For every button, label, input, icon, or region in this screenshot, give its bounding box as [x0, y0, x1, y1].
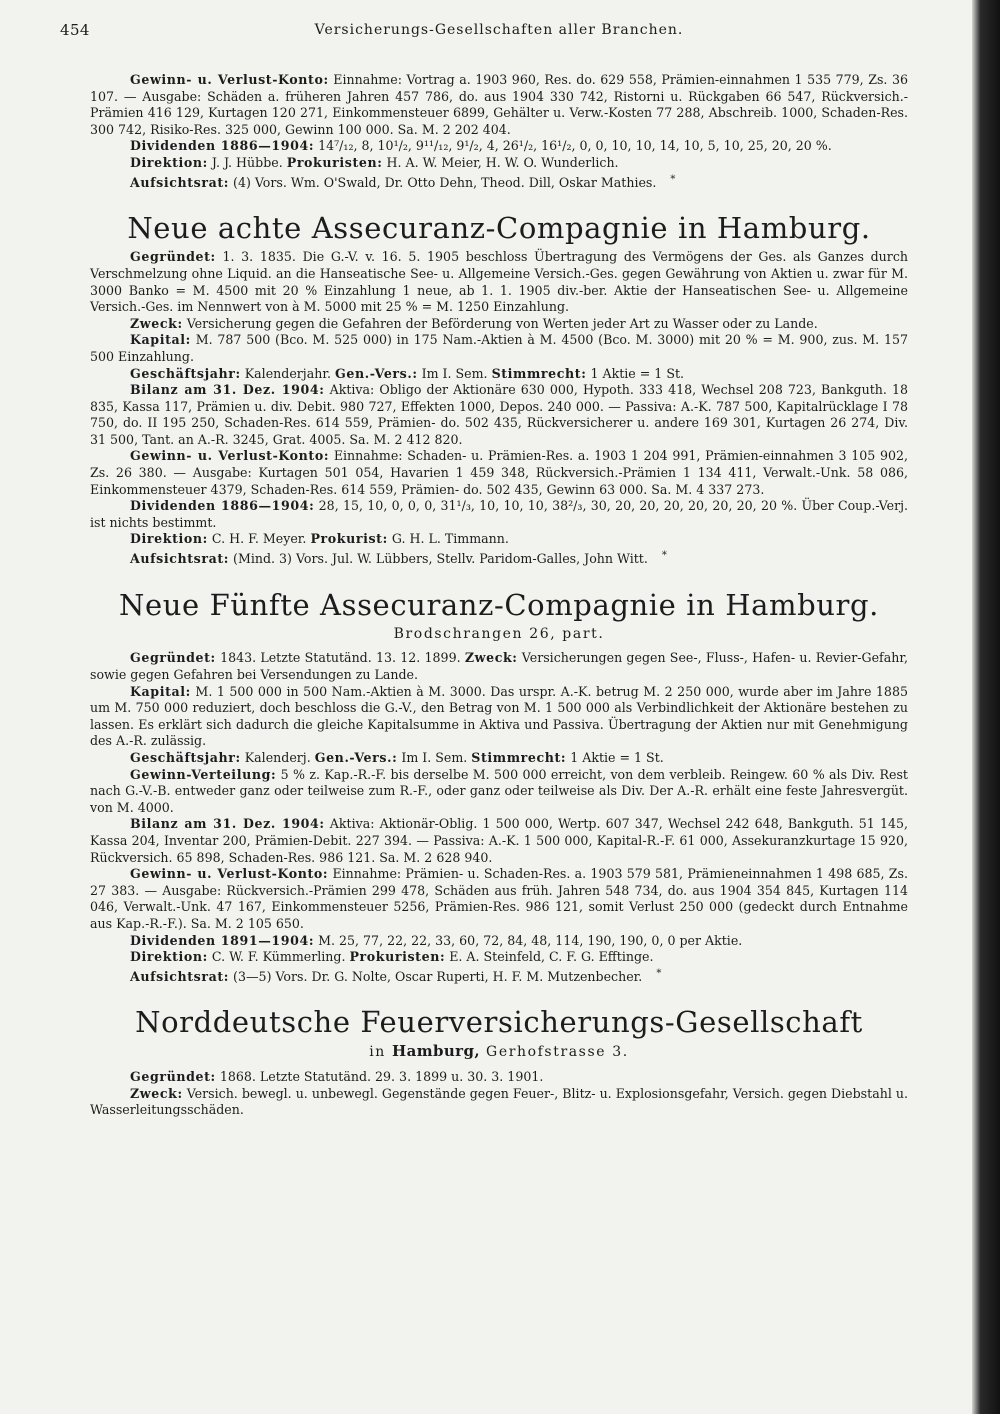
- field-label: Prokuristen:: [349, 949, 446, 965]
- profit-loss-account: [90, 72, 908, 138]
- balance-sheet: [90, 382, 908, 448]
- field-text: M. 25, 77, 22, 22, 33, 60, 72, 84, 48, 114, 190, 190, 0, 0 per Aktie.: [318, 932, 743, 948]
- field-label: Stimmrecht:: [471, 749, 567, 765]
- field-label: Kapital:: [130, 332, 191, 348]
- field-text: Kalenderj.: [244, 749, 311, 765]
- field-text: Aktiva: Aktionär-Oblig. 1 500 000, Wertp. 607 347, Wechsel 242 648, Bankguth. 51 145, Kassa 204, Inventar 200, Prämien-Debit. 227 394. — Passiva: A.-K. 1 500 000, Kapital-R.-F. 61 000, Assekuranzkurtage 15 920, Rückversich. 65 898, Schaden-Res. 986 121. Sa. M. 2 628 940.: [90, 816, 908, 865]
- running-head: [60, 21, 908, 44]
- supervisory-board: [90, 548, 908, 568]
- profit-distribution: [90, 767, 908, 817]
- field-text: M. 787 500 (Bco. M. 525 000) in 175 Nam.-Aktien à M. 4500 (Bco. M. 3000) mit 20 % = M. 900, zus. M. 157 500 Einzahlung.: [90, 332, 908, 364]
- field-label: Prokuristen:: [286, 154, 383, 170]
- field-label: Gen.-Vers.:: [314, 749, 398, 765]
- page-number: 454: [60, 21, 90, 39]
- field-text: Versicherungen gegen See-, Fluss-, Hafen- u. Revier-Gefahr, sowie gegen Gefahren bei Versendungen zu Lande.: [90, 650, 908, 682]
- field-text: 1 Aktie = 1 St.: [590, 365, 685, 381]
- city: Hamburg,: [392, 1042, 480, 1061]
- field-text: Im I. Sem.: [401, 749, 468, 765]
- city-prefix: in: [369, 1044, 386, 1061]
- field-text: C. H. F. Meyer.: [211, 531, 307, 547]
- footnote-star: *: [661, 550, 667, 562]
- company-address: Gerhofstrasse 3.: [486, 1044, 629, 1061]
- purpose: [90, 1086, 908, 1119]
- field-label: Direktion:: [130, 949, 208, 965]
- field-text: Versicherung gegen die Gefahren der Beförderung von Werten jeder Art zu Wasser oder zu Lande.: [186, 315, 818, 331]
- field-text: 28, 15, 10, 0, 0, 0, 31¹/₃, 10, 10, 10, 38²/₃, 30, 20, 20, 20, 20, 20, 20, 20 %. Über Coup.-Verj. ist nichts bestimmt.: [90, 498, 908, 530]
- field-text: 14⁷/₁₂, 8, 10¹/₂, 9¹¹/₁₂, 9¹/₂, 4, 26¹/₂, 16¹/₂, 0, 0, 10, 10, 14, 10, 5, 10, 25, 20, 20 %.: [318, 138, 832, 154]
- field-label: Gewinn-Verteilung:: [130, 766, 277, 782]
- field-label: Direktion:: [130, 531, 208, 547]
- dividends: [90, 933, 908, 950]
- field-text: 1868. Letzte Statutänd. 29. 3. 1899 u. 30. 3. 1901.: [219, 1069, 544, 1085]
- field-text: 5 % z. Kap.-R.-F. bis derselbe M. 500 000 erreicht, von dem verbleib. Reingew. 60 % als Div. Rest nach G.-V.-B. entweder ganz oder teilweise zum R.-F., oder ganz oder teilweise als Div. Der A.-R. erhält eine feste Jahresvergüt. von M. 4000.: [90, 766, 908, 815]
- field-label: Aufsichtsrat:: [130, 174, 230, 190]
- field-text: (4) Vors. Wm. O'Swald, Dr. Otto Dehn, Theod. Dill, Oskar Mathies.: [233, 174, 657, 190]
- dividends: [90, 498, 908, 531]
- fiscal-year: [90, 750, 908, 767]
- purpose: [90, 316, 908, 333]
- field-text: C. W. F. Kümmerling.: [211, 949, 346, 965]
- field-label: Aufsichtsrat:: [130, 968, 230, 984]
- field-label: Gewinn- u. Verlust-Konto:: [130, 72, 329, 87]
- company-title: Neue Fünfte Assecuranz-Compagnie in Hamburg.: [119, 587, 879, 622]
- field-label: Gegründet:: [130, 249, 216, 265]
- footnote-star: *: [656, 967, 662, 979]
- field-label: Gegründet:: [130, 650, 216, 666]
- profit-loss-account: [90, 448, 908, 498]
- founded: [90, 1069, 908, 1086]
- field-text: E. A. Steinfeld, C. F. G. Efftinge.: [449, 949, 654, 965]
- entry-continuation: [90, 72, 908, 191]
- field-text: Im I. Sem.: [421, 365, 488, 381]
- field-text: H. A. W. Meier, H. W. O. Wunderlich.: [386, 154, 619, 170]
- field-text: 1. 3. 1835. Die G.-V. v. 16. 5. 1905 beschloss Übertragung des Vermögens der Ges. als Ganzes durch Verschmelzung ohne Liquid. an die Hanseatische See- u. Allgemeine Versich.-Ges. gegen Gewährung von Aktien u. zwar für M. 3000 Banko = M. 4500 mit 20 % Einzahlung 1 neue, ab 1. 1. 1905 div.-ber. Aktie der Hanseatischen See- u. Allgemeine Versich.-Ges. im Nennwert von à M. 5000 mit 25 % = M. 1250 Einzahlung.: [90, 249, 908, 315]
- running-title: Versicherungs-Gesellschaften aller Branchen.: [314, 22, 684, 38]
- field-text: J. J. Hübbe.: [211, 154, 283, 170]
- company-location: [90, 1043, 908, 1061]
- field-text: (3—5) Vors. Dr. G. Nolte, Oscar Ruperti, H. F. M. Mutzenbecher.: [233, 968, 643, 984]
- book-page: [60, 21, 909, 1139]
- field-text: M. 1 500 000 in 500 Nam.-Aktien à M. 3000. Das urspr. A.-K. betrug M. 2 250 000, wurde aber im Jahre 1885 um M. 750 000 reduziert, doch beschloss die G.-V., den Betrag von M. 1 500 000 als Verbindlichkeit der Aktionäre bestehen zu lassen. Es erklärt sich dadurch die gleiche Kapitalsumme in Aktiva und Passiva. Übertragung der Aktien nur mit Genehmigung des A.-R. zulässig.: [90, 683, 908, 749]
- footnote-star: *: [670, 173, 676, 185]
- entry-norddeutsche: [90, 1005, 908, 1118]
- field-label: Dividenden 1891—1904:: [130, 932, 315, 948]
- field-text: Versich. bewegl. u. unbewegl. Gegenstände gegen Feuer-, Blitz- u. Explosionsgefahr, Versich. gegen Diebstahl u. Wasserleitungsschäden.: [90, 1085, 908, 1118]
- management: [90, 949, 908, 966]
- capital: [90, 684, 908, 750]
- field-label: Geschäftsjahr:: [130, 749, 241, 765]
- field-text: 1 Aktie = 1 St.: [570, 749, 664, 765]
- field-label: Gen.-Vers.:: [334, 365, 418, 381]
- dividends: [90, 138, 908, 155]
- fiscal-year: [90, 366, 908, 383]
- field-label: Zweck:: [464, 650, 518, 666]
- field-text: Aktiva: Obligo der Aktionäre 630 000, Hypoth. 333 418, Wechsel 208 723, Bankguth. 18 835, Kassa 117, Prämien u. div. Debit. 980 727, Effekten 1000, Depos. 240 000. — Passiva: A.-K. 787 500, Kapitalrücklage I 78 750, do. II 195 250, Schaden-Res. 614 559, Prämien- do. 502 435, Rückversicherer u. andere 169 301, Kurtagen 26 274, Div. 31 500, Tant. an A.-R. 3245, Grat. 4005. Sa. M. 2 412 820.: [90, 382, 908, 447]
- founded: [90, 249, 908, 315]
- capital: [90, 332, 908, 365]
- field-label: Direktion:: [130, 154, 208, 170]
- entry-neue-fuenfte: [90, 588, 908, 986]
- field-label: Geschäftsjahr:: [130, 365, 241, 381]
- field-label: Zweck:: [130, 315, 183, 331]
- supervisory-board: [90, 172, 908, 192]
- field-text: Einnahme: Schaden- u. Prämien-Res. a. 1903 1 204 991, Prämien-einnahmen 3 105 902, Zs. 26 380. — Ausgabe: Kurtagen 501 054, Havarien 1 459 348, Rückversich.-Prämien 1 134 411, Verwalt.-Unk. 58 086, Einkommensteuer 4379, Schaden-Res. 614 559, Prämien- do. 502 435, Gewinn 63 000. Sa. M. 4 337 273.: [90, 448, 908, 497]
- field-text: Kalenderjahr.: [244, 365, 331, 381]
- field-text: (Mind. 3) Vors. Jul. W. Lübbers, Stellv. Paridom-Galles, John Witt.: [233, 551, 648, 567]
- field-label: Prokurist:: [310, 531, 388, 547]
- field-label: Dividenden 1886—1904:: [130, 138, 315, 154]
- balance-sheet: [90, 816, 908, 866]
- field-label: Stimmrecht:: [491, 365, 587, 381]
- field-text: Einnahme: Vortrag a. 1903 960, Res. do. 629 558, Prämien-einnahmen 1 535 779, Zs. 36 107. — Ausgabe: Schäden a. früheren Jahren 457 786, do. aus 1904 330 742, Ristorni u. Rückgaben 66 547, Rückversich.-Prämien 416 129, Kurtagen 120 271, Einkommensteuer 6899, Gehälter u. Verw.-Kosten 77 288, Abschreib. 1000, Schaden-Res. 300 742, Risiko-Res. 325 000, Gewinn 100 000. Sa. M. 2 202 404.: [90, 72, 908, 137]
- profit-loss-account: [90, 866, 908, 932]
- company-title: Neue achte Assecuranz-Compagnie in Hamburg.: [127, 211, 871, 246]
- supervisory-board: [90, 966, 908, 986]
- field-label: Gegründet:: [130, 1069, 216, 1085]
- entry-neue-achte: [90, 211, 908, 567]
- field-label: Zweck:: [130, 1085, 183, 1101]
- management: [90, 531, 908, 548]
- company-address: Brodschrangen 26, part.: [393, 625, 605, 642]
- field-label: Gewinn- u. Verlust-Konto:: [130, 866, 329, 882]
- page-binding-edge: [972, 0, 1000, 1414]
- field-label: Gewinn- u. Verlust-Konto:: [130, 448, 330, 464]
- field-text: G. H. L. Timmann.: [391, 531, 509, 547]
- field-label: Kapital:: [130, 683, 191, 699]
- field-label: Bilanz am 31. Dez. 1904:: [130, 382, 325, 398]
- company-title: Norddeutsche Feuerversicherungs-Gesellschaft: [135, 1005, 863, 1040]
- field-label: Aufsichtsrat:: [130, 551, 230, 567]
- field-text: Einnahme: Prämien- u. Schaden-Res. a. 1903 579 581, Prämieneinnahmen 1 498 685, Zs. 27 383. — Ausgabe: Rückversich.-Prämien 299 478, Schäden aus früh. Jahren 548 734, do. aus 1904 354 845, Kurtagen 114 046, Verwalt.-Unk. 47 167, Einkommensteuer 5256, Prämien-Res. 986 121, somit Verlust 250 000 (gedeckt durch Entnahme aus Kap.-R.-F.). Sa. M. 2 105 650.: [90, 866, 909, 931]
- founded: [90, 650, 908, 683]
- field-text: 1843. Letzte Statutänd. 13. 12. 1899.: [220, 650, 461, 666]
- management: [90, 155, 908, 172]
- field-label: Bilanz am 31. Dez. 1904:: [130, 816, 325, 832]
- field-label: Dividenden 1886—1904:: [130, 498, 315, 514]
